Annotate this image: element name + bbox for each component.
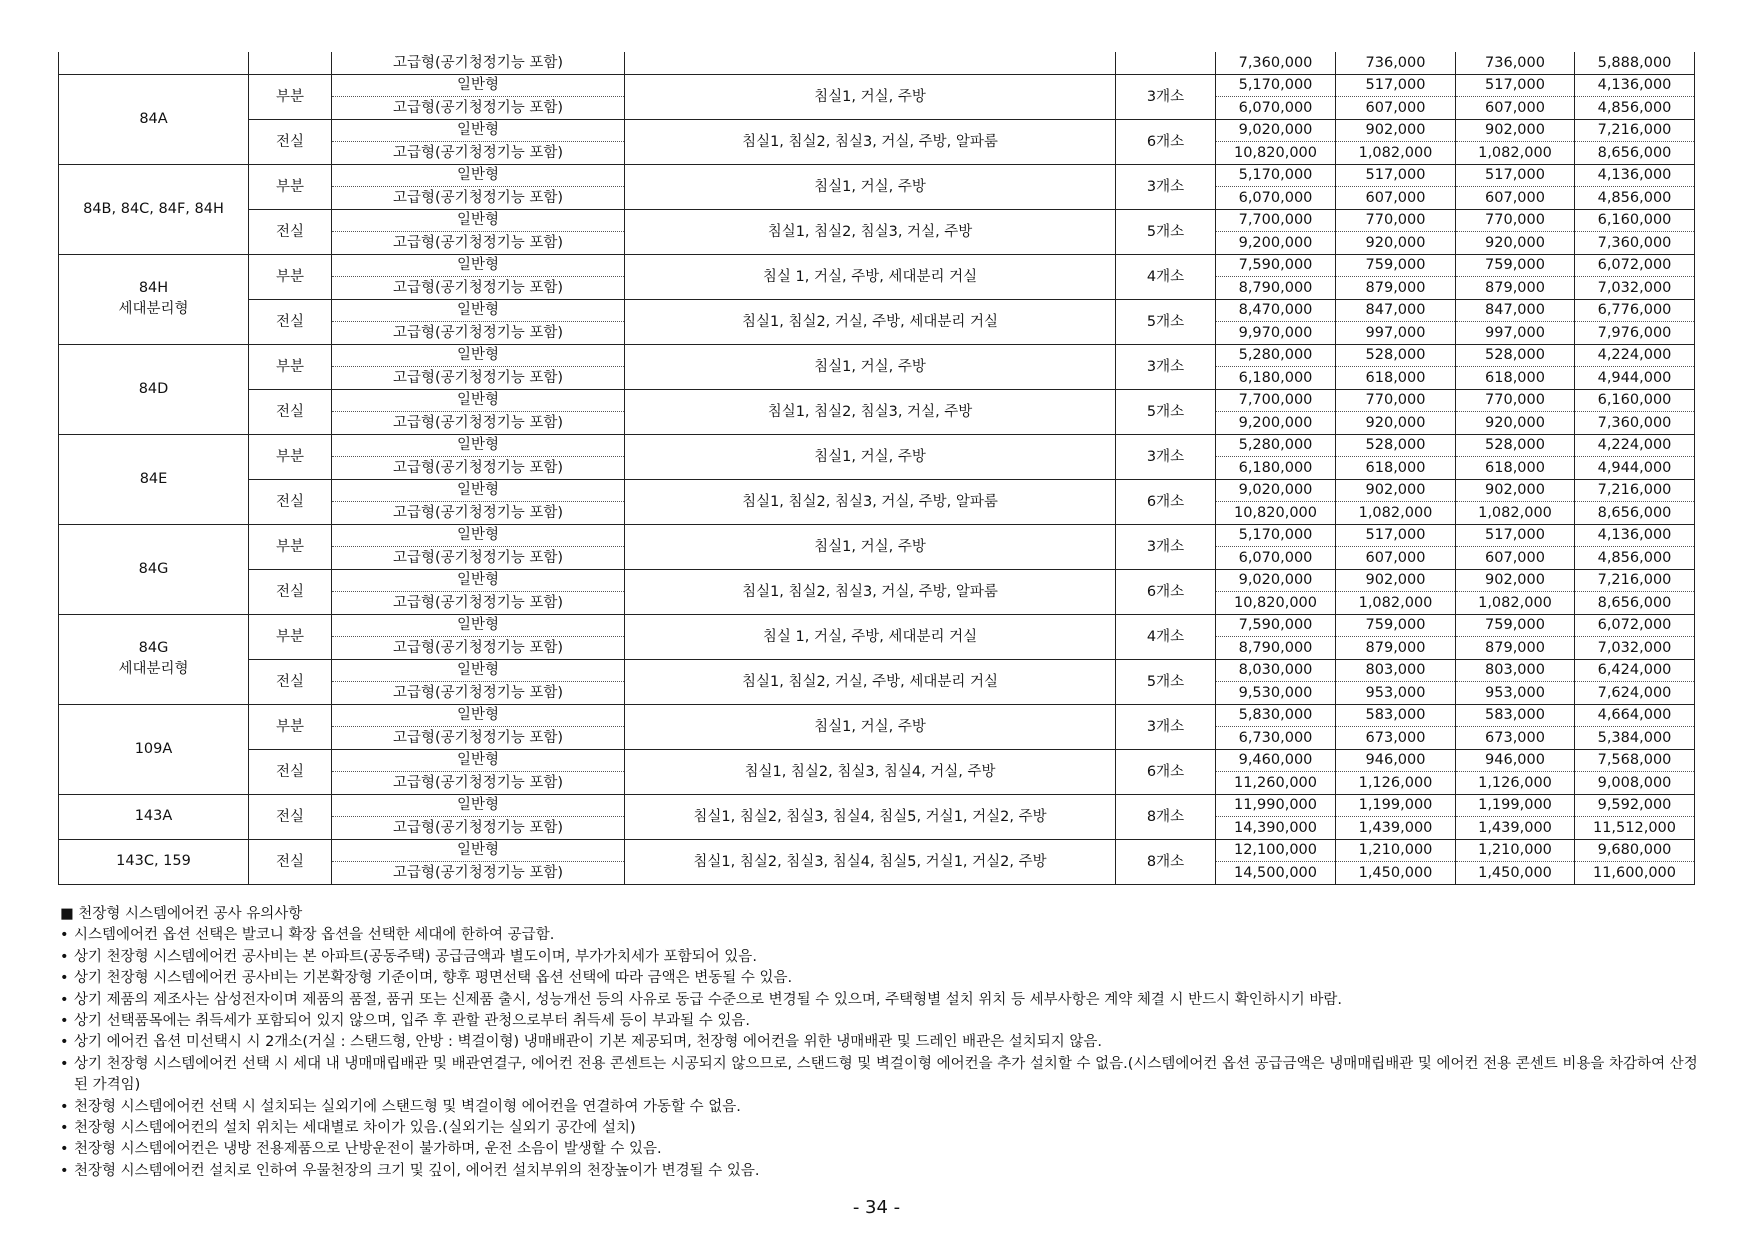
- scope-cell: [249, 52, 332, 74]
- total-price-cell: 7,360,000: [1216, 52, 1336, 74]
- middle-payment-cell: 607,000: [1456, 547, 1575, 570]
- option-label-cell: 일반형: [332, 299, 625, 322]
- total-price-cell: 5,830,000: [1216, 704, 1336, 727]
- count-cell: 5개소: [1116, 389, 1216, 434]
- option-label-cell: 일반형: [332, 74, 625, 97]
- table-row: [59, 794, 1695, 817]
- note-item: • 천장형 시스템에어컨의 설치 위치는 세대별로 차이가 있음.(실외기는 실외기 공간에 설치): [60, 1118, 1700, 1139]
- count-cell: 6개소: [1116, 479, 1216, 524]
- balance-payment-cell: 9,008,000: [1575, 772, 1695, 795]
- table-row: [59, 164, 1695, 187]
- rooms-cell: 침실1, 거실, 주방: [625, 434, 1116, 479]
- option-label-cell: 고급형(공기청정기능 포함): [332, 457, 625, 480]
- contract-payment-cell: 847,000: [1336, 299, 1456, 322]
- unit-type-cell: 84D: [59, 344, 249, 434]
- count-cell: 5개소: [1116, 209, 1216, 254]
- middle-payment-cell: 759,000: [1456, 254, 1575, 277]
- rooms-cell: 침실1, 침실2, 침실3, 거실, 주방: [625, 389, 1116, 434]
- table-row: [59, 119, 1695, 142]
- option-label-cell: 고급형(공기청정기능 포함): [332, 367, 625, 390]
- total-price-cell: 8,790,000: [1216, 277, 1336, 300]
- page-number: - 34 -: [852, 1197, 901, 1218]
- contract-payment-cell: 517,000: [1336, 164, 1456, 187]
- contract-payment-cell: 770,000: [1336, 389, 1456, 412]
- scope-cell: 전실: [249, 749, 332, 794]
- total-price-cell: 9,020,000: [1216, 479, 1336, 502]
- note-item: • 시스템에어컨 옵션 선택은 발코니 확장 옵션을 선택한 세대에 한하여 공급함.: [60, 925, 1700, 946]
- rooms-cell: 침실1, 침실2, 거실, 주방, 세대분리 거실: [625, 659, 1116, 704]
- option-label-cell: 고급형(공기청정기능 포함): [332, 862, 625, 885]
- option-label-cell: 고급형(공기청정기능 포함): [332, 52, 625, 74]
- balance-payment-cell: 5,888,000: [1575, 52, 1695, 74]
- balance-payment-cell: 8,656,000: [1575, 592, 1695, 615]
- rooms-cell: 침실1, 거실, 주방: [625, 164, 1116, 209]
- contract-payment-cell: 736,000: [1336, 52, 1456, 74]
- note-item: • 상기 천장형 시스템에어컨 공사비는 본 아파트(공동주택) 공급금액과 별도이며, 부가가치세가 포함되어 있음.: [60, 947, 1700, 968]
- rooms-cell: 침실1, 거실, 주방: [625, 74, 1116, 119]
- contract-payment-cell: 1,082,000: [1336, 592, 1456, 615]
- count-cell: 3개소: [1116, 164, 1216, 209]
- rooms-cell: 침실1, 침실2, 침실3, 거실, 주방, 알파룸: [625, 569, 1116, 614]
- total-price-cell: 6,180,000: [1216, 367, 1336, 390]
- balance-payment-cell: 4,856,000: [1575, 97, 1695, 120]
- total-price-cell: 9,200,000: [1216, 412, 1336, 435]
- contract-payment-cell: 879,000: [1336, 637, 1456, 660]
- rooms-cell: 침실1, 거실, 주방: [625, 524, 1116, 569]
- total-price-cell: 7,700,000: [1216, 389, 1336, 412]
- contract-payment-cell: 1,210,000: [1336, 839, 1456, 862]
- table-row: [59, 704, 1695, 727]
- total-price-cell: 14,390,000: [1216, 817, 1336, 840]
- total-price-cell: 11,260,000: [1216, 772, 1336, 795]
- count-cell: 3개소: [1116, 524, 1216, 569]
- option-label-cell: 고급형(공기청정기능 포함): [332, 187, 625, 210]
- table-row: [59, 749, 1695, 772]
- total-price-cell: 6,070,000: [1216, 547, 1336, 570]
- scope-cell: 부분: [249, 254, 332, 299]
- note-item: • 상기 천장형 시스템에어컨 선택 시 세대 내 냉매매립배관 및 배관연결구, 에어컨 전용 콘센트는 시공되지 않으므로, 스탠드형 및 벽걸이형 에어컨을 추가 설치할 수 없음.(시스템에어컨 옵션 공급금액은 냉매매립배관 및 에어컨 전용 콘센트 비용을 차감하여 산정된 가격임): [60, 1054, 1700, 1097]
- option-label-cell: 고급형(공기청정기능 포함): [332, 502, 625, 525]
- count-cell: 4개소: [1116, 614, 1216, 659]
- contract-payment-cell: 946,000: [1336, 749, 1456, 772]
- scope-cell: 부분: [249, 434, 332, 479]
- total-price-cell: 10,820,000: [1216, 592, 1336, 615]
- rooms-cell: 침실 1, 거실, 주방, 세대분리 거실: [625, 254, 1116, 299]
- contract-payment-cell: 902,000: [1336, 569, 1456, 592]
- middle-payment-cell: 607,000: [1456, 187, 1575, 210]
- middle-payment-cell: 1,082,000: [1456, 502, 1575, 525]
- count-cell: 8개소: [1116, 794, 1216, 839]
- note-item: • 천장형 시스템에어컨은 냉방 전용제품으로 난방운전이 불가하며, 운전 소음이 발생할 수 있음.: [60, 1139, 1700, 1160]
- option-label-cell: 일반형: [332, 524, 625, 547]
- rooms-cell: 침실1, 침실2, 침실3, 침실4, 침실5, 거실1, 거실2, 주방: [625, 839, 1116, 884]
- scope-cell: 전실: [249, 479, 332, 524]
- contract-payment-cell: 607,000: [1336, 187, 1456, 210]
- table-row: [59, 434, 1695, 457]
- contract-payment-cell: 1,199,000: [1336, 794, 1456, 817]
- total-price-cell: 8,790,000: [1216, 637, 1336, 660]
- total-price-cell: 14,500,000: [1216, 862, 1336, 885]
- balance-payment-cell: 8,656,000: [1575, 502, 1695, 525]
- option-label-cell: 고급형(공기청정기능 포함): [332, 547, 625, 570]
- middle-payment-cell: 953,000: [1456, 682, 1575, 705]
- contract-payment-cell: 607,000: [1336, 547, 1456, 570]
- balance-payment-cell: 6,160,000: [1575, 389, 1695, 412]
- option-label-cell: 고급형(공기청정기능 포함): [332, 97, 625, 120]
- contract-payment-cell: 920,000: [1336, 232, 1456, 255]
- option-label-cell: 일반형: [332, 164, 625, 187]
- scope-cell: 전실: [249, 119, 332, 164]
- balance-payment-cell: 7,216,000: [1575, 569, 1695, 592]
- count-cell: [1116, 52, 1216, 74]
- balance-payment-cell: 7,624,000: [1575, 682, 1695, 705]
- table-row: [59, 524, 1695, 547]
- contract-payment-cell: 1,126,000: [1336, 772, 1456, 795]
- unit-type-cell: 84E: [59, 434, 249, 524]
- total-price-cell: 8,030,000: [1216, 659, 1336, 682]
- middle-payment-cell: 1,126,000: [1456, 772, 1575, 795]
- contract-payment-cell: 1,439,000: [1336, 817, 1456, 840]
- option-label-cell: 고급형(공기청정기능 포함): [332, 277, 625, 300]
- option-label-cell: 고급형(공기청정기능 포함): [332, 727, 625, 750]
- table-row: [59, 659, 1695, 682]
- total-price-cell: 5,170,000: [1216, 164, 1336, 187]
- contract-payment-cell: 759,000: [1336, 614, 1456, 637]
- unit-type-cell: 84G: [59, 524, 249, 614]
- total-price-cell: 9,530,000: [1216, 682, 1336, 705]
- option-label-cell: 고급형(공기청정기능 포함): [332, 682, 625, 705]
- total-price-cell: 5,280,000: [1216, 344, 1336, 367]
- middle-payment-cell: 618,000: [1456, 457, 1575, 480]
- table-row: [59, 389, 1695, 412]
- balance-payment-cell: 4,136,000: [1575, 164, 1695, 187]
- middle-payment-cell: 1,199,000: [1456, 794, 1575, 817]
- total-price-cell: 9,970,000: [1216, 322, 1336, 345]
- total-price-cell: 5,280,000: [1216, 434, 1336, 457]
- table-row: [59, 52, 1695, 74]
- middle-payment-cell: 1,082,000: [1456, 142, 1575, 165]
- aircon-price-table: [58, 52, 1695, 885]
- balance-payment-cell: 7,360,000: [1575, 412, 1695, 435]
- option-label-cell: 일반형: [332, 119, 625, 142]
- table-row: [59, 254, 1695, 277]
- middle-payment-cell: 736,000: [1456, 52, 1575, 74]
- middle-payment-cell: 920,000: [1456, 412, 1575, 435]
- option-label-cell: 일반형: [332, 389, 625, 412]
- option-label-cell: 일반형: [332, 479, 625, 502]
- middle-payment-cell: 618,000: [1456, 367, 1575, 390]
- count-cell: 3개소: [1116, 704, 1216, 749]
- contract-payment-cell: 920,000: [1336, 412, 1456, 435]
- option-label-cell: 일반형: [332, 209, 625, 232]
- rooms-cell: 침실1, 침실2, 침실3, 거실, 주방: [625, 209, 1116, 254]
- option-label-cell: 일반형: [332, 749, 625, 772]
- contract-payment-cell: 607,000: [1336, 97, 1456, 120]
- middle-payment-cell: 920,000: [1456, 232, 1575, 255]
- count-cell: 5개소: [1116, 299, 1216, 344]
- middle-payment-cell: 1,082,000: [1456, 592, 1575, 615]
- balance-payment-cell: 6,424,000: [1575, 659, 1695, 682]
- balance-payment-cell: 7,568,000: [1575, 749, 1695, 772]
- middle-payment-cell: 607,000: [1456, 97, 1575, 120]
- rooms-cell: 침실1, 침실2, 침실3, 거실, 주방, 알파룸: [625, 119, 1116, 164]
- balance-payment-cell: 7,216,000: [1575, 119, 1695, 142]
- middle-payment-cell: 759,000: [1456, 614, 1575, 637]
- middle-payment-cell: 1,210,000: [1456, 839, 1575, 862]
- count-cell: 6개소: [1116, 569, 1216, 614]
- scope-cell: 전실: [249, 659, 332, 704]
- contract-payment-cell: 759,000: [1336, 254, 1456, 277]
- balance-payment-cell: 4,944,000: [1575, 367, 1695, 390]
- total-price-cell: 9,020,000: [1216, 569, 1336, 592]
- option-label-cell: 일반형: [332, 569, 625, 592]
- rooms-cell: 침실1, 침실2, 거실, 주방, 세대분리 거실: [625, 299, 1116, 344]
- total-price-cell: 7,590,000: [1216, 614, 1336, 637]
- contract-payment-cell: 1,082,000: [1336, 142, 1456, 165]
- rooms-cell: 침실1, 침실2, 침실3, 침실4, 침실5, 거실1, 거실2, 주방: [625, 794, 1116, 839]
- scope-cell: 전실: [249, 299, 332, 344]
- middle-payment-cell: 517,000: [1456, 164, 1575, 187]
- scope-cell: 부분: [249, 704, 332, 749]
- count-cell: 5개소: [1116, 659, 1216, 704]
- option-label-cell: 고급형(공기청정기능 포함): [332, 412, 625, 435]
- middle-payment-cell: 673,000: [1456, 727, 1575, 750]
- middle-payment-cell: 902,000: [1456, 479, 1575, 502]
- middle-payment-cell: 517,000: [1456, 524, 1575, 547]
- middle-payment-cell: 517,000: [1456, 74, 1575, 97]
- rooms-cell: 침실1, 거실, 주방: [625, 704, 1116, 749]
- scope-cell: 전실: [249, 569, 332, 614]
- balance-payment-cell: 4,136,000: [1575, 74, 1695, 97]
- balance-payment-cell: 7,032,000: [1575, 277, 1695, 300]
- option-label-cell: 일반형: [332, 839, 625, 862]
- middle-payment-cell: 902,000: [1456, 569, 1575, 592]
- contract-payment-cell: 618,000: [1336, 457, 1456, 480]
- scope-cell: 전실: [249, 794, 332, 839]
- contract-payment-cell: 997,000: [1336, 322, 1456, 345]
- option-label-cell: 고급형(공기청정기능 포함): [332, 322, 625, 345]
- balance-payment-cell: 6,160,000: [1575, 209, 1695, 232]
- option-label-cell: 일반형: [332, 704, 625, 727]
- balance-payment-cell: 7,032,000: [1575, 637, 1695, 660]
- option-label-cell: 고급형(공기청정기능 포함): [332, 772, 625, 795]
- balance-payment-cell: 6,072,000: [1575, 614, 1695, 637]
- table-row: [59, 209, 1695, 232]
- note-item: • 상기 에어컨 옵션 미선택시 시 2개소(거실 : 스탠드형, 안방 : 벽걸이형) 냉매배관이 기본 제공되며, 천장형 에어컨을 위한 냉매배관 및 드레인 배관은 설치되지 않음.: [60, 1032, 1700, 1053]
- scope-cell: 전실: [249, 209, 332, 254]
- unit-type-cell: 84G 세대분리형: [59, 614, 249, 704]
- balance-payment-cell: 11,600,000: [1575, 862, 1695, 885]
- note-item: • 천장형 시스템에어컨 선택 시 설치되는 실외기에 스탠드형 및 벽걸이형 에어컨을 연결하여 가동할 수 없음.: [60, 1097, 1700, 1118]
- scope-cell: 부분: [249, 164, 332, 209]
- contract-payment-cell: 528,000: [1336, 344, 1456, 367]
- middle-payment-cell: 528,000: [1456, 434, 1575, 457]
- rooms-cell: 침실1, 거실, 주방: [625, 344, 1116, 389]
- option-label-cell: 고급형(공기청정기능 포함): [332, 592, 625, 615]
- unit-type-cell: 143C, 159: [59, 839, 249, 884]
- unit-type-cell: 84B, 84C, 84F, 84H: [59, 164, 249, 254]
- total-price-cell: 7,590,000: [1216, 254, 1336, 277]
- note-item: • 상기 선택품목에는 취득세가 포함되어 있지 않으며, 입주 후 관할 관청으로부터 취득세 등이 부과될 수 있음.: [60, 1011, 1700, 1032]
- table-row: [59, 344, 1695, 367]
- rooms-cell: 침실1, 침실2, 침실3, 침실4, 거실, 주방: [625, 749, 1116, 794]
- contract-payment-cell: 517,000: [1336, 524, 1456, 547]
- notes-title: ■ 천장형 시스템에어컨 공사 유의사항: [60, 906, 303, 922]
- scope-cell: 부분: [249, 74, 332, 119]
- table-row: [59, 569, 1695, 592]
- option-label-cell: 일반형: [332, 794, 625, 817]
- count-cell: 6개소: [1116, 119, 1216, 164]
- balance-payment-cell: 6,072,000: [1575, 254, 1695, 277]
- count-cell: 8개소: [1116, 839, 1216, 884]
- balance-payment-cell: 4,224,000: [1575, 344, 1695, 367]
- contract-payment-cell: 953,000: [1336, 682, 1456, 705]
- contract-payment-cell: 528,000: [1336, 434, 1456, 457]
- total-price-cell: 5,170,000: [1216, 74, 1336, 97]
- balance-payment-cell: 4,944,000: [1575, 457, 1695, 480]
- total-price-cell: 6,730,000: [1216, 727, 1336, 750]
- scope-cell: 부분: [249, 524, 332, 569]
- total-price-cell: 6,070,000: [1216, 187, 1336, 210]
- balance-payment-cell: 7,976,000: [1575, 322, 1695, 345]
- balance-payment-cell: 9,680,000: [1575, 839, 1695, 862]
- unit-type-cell: 143A: [59, 794, 249, 839]
- total-price-cell: 7,700,000: [1216, 209, 1336, 232]
- total-price-cell: 9,200,000: [1216, 232, 1336, 255]
- option-label-cell: 고급형(공기청정기능 포함): [332, 232, 625, 255]
- contract-payment-cell: 1,450,000: [1336, 862, 1456, 885]
- balance-payment-cell: 4,856,000: [1575, 547, 1695, 570]
- contract-payment-cell: 902,000: [1336, 119, 1456, 142]
- option-label-cell: 일반형: [332, 434, 625, 457]
- option-label-cell: 일반형: [332, 254, 625, 277]
- total-price-cell: 11,990,000: [1216, 794, 1336, 817]
- count-cell: 6개소: [1116, 749, 1216, 794]
- total-price-cell: 9,460,000: [1216, 749, 1336, 772]
- balance-payment-cell: 9,592,000: [1575, 794, 1695, 817]
- balance-payment-cell: 6,776,000: [1575, 299, 1695, 322]
- unit-type-cell: 84H 세대분리형: [59, 254, 249, 344]
- scope-cell: 전실: [249, 839, 332, 884]
- table-row: [59, 479, 1695, 502]
- middle-payment-cell: 879,000: [1456, 637, 1575, 660]
- option-label-cell: 고급형(공기청정기능 포함): [332, 637, 625, 660]
- middle-payment-cell: 1,450,000: [1456, 862, 1575, 885]
- option-label-cell: 고급형(공기청정기능 포함): [332, 817, 625, 840]
- contract-payment-cell: 902,000: [1336, 479, 1456, 502]
- middle-payment-cell: 997,000: [1456, 322, 1575, 345]
- option-label-cell: 일반형: [332, 344, 625, 367]
- total-price-cell: 6,180,000: [1216, 457, 1336, 480]
- rooms-cell: 침실1, 침실2, 침실3, 거실, 주방, 알파룸: [625, 479, 1116, 524]
- middle-payment-cell: 946,000: [1456, 749, 1575, 772]
- contract-payment-cell: 517,000: [1336, 74, 1456, 97]
- balance-payment-cell: 8,656,000: [1575, 142, 1695, 165]
- scope-cell: 부분: [249, 344, 332, 389]
- total-price-cell: 12,100,000: [1216, 839, 1336, 862]
- note-item: • 상기 천장형 시스템에어컨 공사비는 기본확장형 기준이며, 향후 평면선택 옵션 선택에 따라 금액은 변동될 수 있음.: [60, 968, 1700, 989]
- total-price-cell: 9,020,000: [1216, 119, 1336, 142]
- count-cell: 4개소: [1116, 254, 1216, 299]
- balance-payment-cell: 7,360,000: [1575, 232, 1695, 255]
- total-price-cell: 10,820,000: [1216, 502, 1336, 525]
- contract-payment-cell: 1,082,000: [1336, 502, 1456, 525]
- unit-type-cell: 109A: [59, 704, 249, 794]
- table-row: [59, 839, 1695, 862]
- balance-payment-cell: 4,224,000: [1575, 434, 1695, 457]
- notes-section: [60, 904, 1700, 1182]
- option-label-cell: 일반형: [332, 614, 625, 637]
- total-price-cell: 6,070,000: [1216, 97, 1336, 120]
- count-cell: 3개소: [1116, 74, 1216, 119]
- middle-payment-cell: 902,000: [1456, 119, 1575, 142]
- rooms-cell: [625, 52, 1116, 74]
- balance-payment-cell: 4,856,000: [1575, 187, 1695, 210]
- note-item: • 천장형 시스템에어컨 설치로 인하여 우물천장의 크기 및 깊이, 에어컨 설치부위의 천장높이가 변경될 수 있음.: [60, 1161, 1700, 1182]
- contract-payment-cell: 583,000: [1336, 704, 1456, 727]
- total-price-cell: 10,820,000: [1216, 142, 1336, 165]
- middle-payment-cell: 847,000: [1456, 299, 1575, 322]
- contract-payment-cell: 803,000: [1336, 659, 1456, 682]
- contract-payment-cell: 879,000: [1336, 277, 1456, 300]
- total-price-cell: 5,170,000: [1216, 524, 1336, 547]
- contract-payment-cell: 770,000: [1336, 209, 1456, 232]
- contract-payment-cell: 673,000: [1336, 727, 1456, 750]
- balance-payment-cell: 5,384,000: [1575, 727, 1695, 750]
- option-label-cell: 일반형: [332, 659, 625, 682]
- balance-payment-cell: 11,512,000: [1575, 817, 1695, 840]
- scope-cell: 전실: [249, 389, 332, 434]
- balance-payment-cell: 7,216,000: [1575, 479, 1695, 502]
- note-item: • 상기 제품의 제조사는 삼성전자이며 제품의 품절, 품귀 또는 신제품 출시, 성능개선 등의 사유로 동급 수준으로 변경될 수 있으며, 주택형별 설치 위치 등 세부사항은 계약 체결 시 반드시 확인하시기 바람.: [60, 990, 1700, 1011]
- rooms-cell: 침실 1, 거실, 주방, 세대분리 거실: [625, 614, 1116, 659]
- balance-payment-cell: 4,664,000: [1575, 704, 1695, 727]
- unit-type-cell: [59, 52, 249, 74]
- table-row: [59, 74, 1695, 97]
- middle-payment-cell: 770,000: [1456, 389, 1575, 412]
- notes-list: [60, 925, 1700, 1182]
- total-price-cell: 8,470,000: [1216, 299, 1336, 322]
- unit-type-cell: 84A: [59, 74, 249, 164]
- table-row: [59, 299, 1695, 322]
- count-cell: 3개소: [1116, 434, 1216, 479]
- middle-payment-cell: 528,000: [1456, 344, 1575, 367]
- middle-payment-cell: 879,000: [1456, 277, 1575, 300]
- contract-payment-cell: 618,000: [1336, 367, 1456, 390]
- middle-payment-cell: 770,000: [1456, 209, 1575, 232]
- balance-payment-cell: 4,136,000: [1575, 524, 1695, 547]
- count-cell: 3개소: [1116, 344, 1216, 389]
- middle-payment-cell: 583,000: [1456, 704, 1575, 727]
- middle-payment-cell: 1,439,000: [1456, 817, 1575, 840]
- scope-cell: 부분: [249, 614, 332, 659]
- middle-payment-cell: 803,000: [1456, 659, 1575, 682]
- table-row: [59, 614, 1695, 637]
- option-label-cell: 고급형(공기청정기능 포함): [332, 142, 625, 165]
